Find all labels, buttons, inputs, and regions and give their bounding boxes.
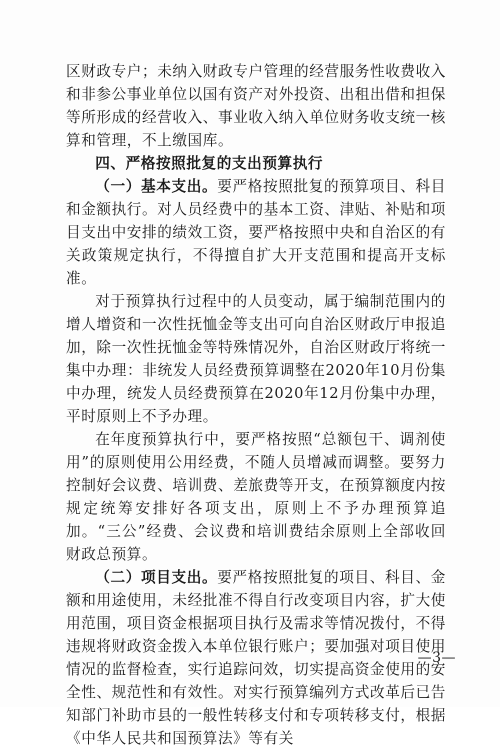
section-heading: 四、严格按照批复的支出预算执行 [95,155,324,172]
paragraph-project-expenditure [66,566,446,750]
basic-expenditure-text: 要严格按照批复的预算项目、科目和金额执行。对人员经费中的基本工资、津贴、补贴和项目支出中安排的绩效工资，要严格按照中央和自治区的有关政策规定执行，不得擅自扩大开支范围和提高开支标准。 [66,178,446,287]
paragraph-continued: 区财政专户；未纳入财政专户管理的经营服务性收费收入和非参公事业单位以国有资产对外投资、出租出借和担保等所形成的经营收入、事业收入纳入单位财务收支统一核算和管理，不上缴国库。 [66,63,446,149]
page-number: —3— [417,650,456,666]
paragraph-public-funds: 在年度预算执行中，要严格按照“总额包干、调剂使用”的原则使用公用经费，不随人员增减而调整。要努力控制好会议费、培训费、差旅费等开支，在预算额度内按规定统筹安排好各项支出，原则上不予办理预算追加。“三公”经费、会议费和培训费结余原则上全部收回财政总预算。 [66,431,446,563]
basic-expenditure-label: （一）基本支出。 [95,178,218,195]
paragraph-basic-expenditure [66,175,446,290]
paragraph-staff-change: 对于预算执行过程中的人员变动，属于编制范围内的增人增资和一次性抚恤金等支出可向自治区财政厅申报追加，除一次性抚恤金等特殊情况外，自治区财政厅将统一集中办理：非统发人员经费预算调整在2020年10月份集中办理，统发人员经费预算在2020年12月份集中办理，平时原则上不予办理。 [66,293,446,425]
project-expenditure-text: 要严格按照批复的项目、科目、金额和用途使用，未经批准不得自行改变项目内容，扩大使用范围，项目资金根据项目执行及需求等情况拨付，不得违规将财政资金拨入本单位银行账户；要加强对项目使用情况的监督检查，实行追踪问效，切实提高资金使用的安全性、规范性和有效性。对实行预算编列方式改革后已告知部门补助市县的一般性转移支付和专项转移支付，根据《中华人民共和国预算法》等有关 [66,569,446,747]
project-expenditure-label: （二）项目支出。 [95,569,218,586]
document-body [66,60,446,750]
